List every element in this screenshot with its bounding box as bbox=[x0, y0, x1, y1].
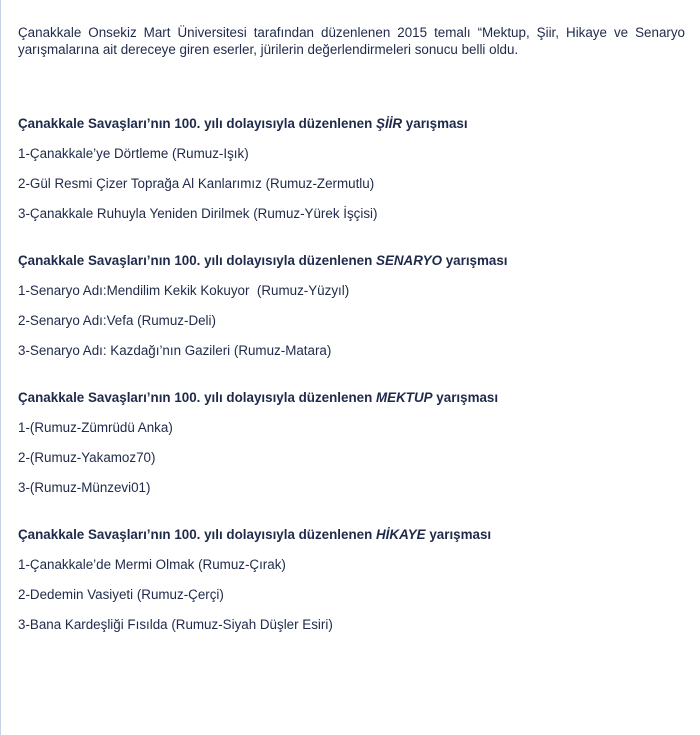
entry-item: 2-(Rumuz-Yakamoz70) bbox=[18, 450, 156, 465]
entry-list bbox=[18, 282, 685, 359]
entry-item: 1-Senaryo Adı:Mendilim Kekik Kokuyor (Rumuz-Yüzyıl) bbox=[18, 283, 350, 298]
section-title bbox=[18, 526, 685, 543]
entry-list bbox=[18, 556, 685, 633]
entry-item: 1-(Rumuz-Zümrüdü Anka) bbox=[18, 420, 173, 435]
entry-item: 1-Çanakkale’de Mermi Olmak (Rumuz-Çırak) bbox=[18, 557, 286, 572]
entry-item: 2-Gül Resmi Çizer Toprağa Al Kanlarımız (Rumuz-Zermutlu) bbox=[18, 176, 375, 191]
entry-item: 3-Çanakkale Ruhuyla Yeniden Dirilmek (Rumuz-Yürek İşçisi) bbox=[18, 206, 378, 221]
intro-paragraph: Çanakkale Onsekiz Mart Üniversitesi tarafından düzenlenen 2015 temalı “Mektup, Şiir, Hikaye ve Senaryo yarışmalarına ait dereceye giren eserler, jürilerin değerlendirmeleri sonucu belli oldu. bbox=[18, 25, 685, 57]
section-title-suffix: yarışması bbox=[429, 527, 492, 542]
section-2 bbox=[18, 389, 685, 496]
section-title-suffix: yarışması bbox=[405, 116, 468, 131]
section-kind: HİKAYE bbox=[376, 527, 426, 542]
section-title bbox=[18, 252, 685, 269]
section-title-prefix: Çanakkale Savaşları’nın 100. yılı dolayısıyla düzenlenen bbox=[18, 527, 373, 542]
section-kind: MEKTUP bbox=[376, 390, 433, 405]
article-body bbox=[18, 24, 685, 633]
entry-list bbox=[18, 145, 685, 222]
section-title-prefix: Çanakkale Savaşları’nın 100. yılı dolayısıyla düzenlenen bbox=[18, 116, 373, 131]
section-title-prefix: Çanakkale Savaşları’nın 100. yılı dolayısıyla düzenlenen bbox=[18, 390, 373, 405]
entry-item: 2-Dedemin Vasiyeti (Rumuz-Çerçi) bbox=[18, 587, 224, 602]
section-title-suffix: yarışması bbox=[436, 390, 499, 405]
left-border bbox=[0, 0, 1, 735]
section-title bbox=[18, 115, 685, 132]
section-kind: SENARYO bbox=[376, 253, 442, 268]
section-title bbox=[18, 389, 685, 406]
entry-list bbox=[18, 419, 685, 496]
entry-item: 1-Çanakkale’ye Dörtleme (Rumuz-Işık) bbox=[18, 146, 249, 161]
section-3 bbox=[18, 526, 685, 633]
section-title-prefix: Çanakkale Savaşları’nın 100. yılı dolayısıyla düzenlenen bbox=[18, 253, 373, 268]
entry-item: 3-Senaryo Adı: Kazdağı’nın Gazileri (Rumuz-Matara) bbox=[18, 343, 332, 358]
entry-item: 2-Senaryo Adı:Vefa (Rumuz-Deli) bbox=[18, 313, 216, 328]
entry-item: 3-(Rumuz-Münzevi01) bbox=[18, 480, 151, 495]
entry-item: 3-Bana Kardeşliği Fısılda (Rumuz-Siyah Düşler Esiri) bbox=[18, 617, 333, 632]
section-1 bbox=[18, 252, 685, 359]
section-kind: ŞİİR bbox=[376, 116, 403, 131]
results-sections bbox=[18, 115, 685, 633]
section-title-suffix: yarışması bbox=[445, 253, 508, 268]
section-0 bbox=[18, 115, 685, 222]
